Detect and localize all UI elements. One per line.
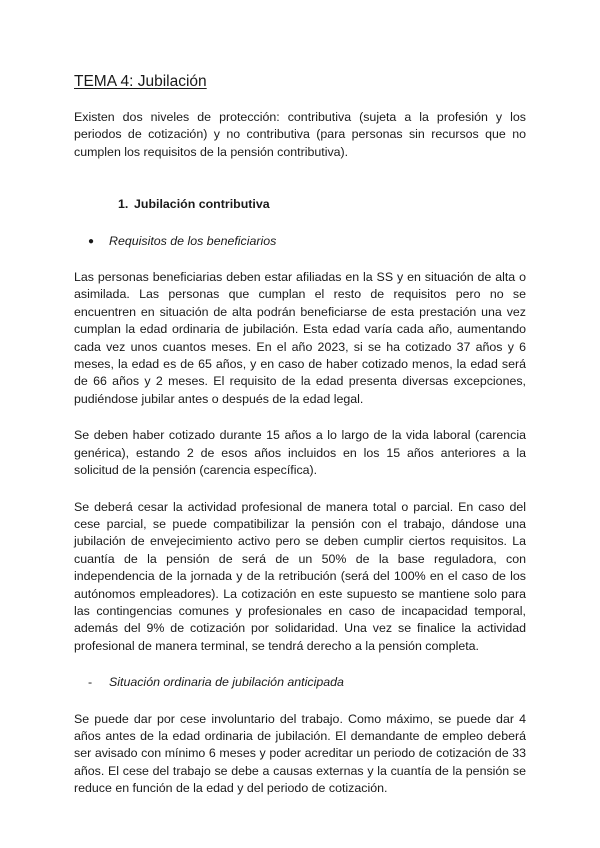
intro-paragraph: Existen dos niveles de protección: contributiva (sujeta a la profesión y los periodos de cotización) y no contributiva (para personas sin recursos que no cumplen los requisitos de la pensión contributiva). <box>74 110 526 159</box>
section-heading-text: Jubilación contributiva <box>134 197 270 212</box>
bullet-text: Requisitos de los beneficiarios <box>109 233 277 248</box>
paragraph-1: Las personas beneficiarias deben estar afiliadas en la SS y en situación de alta o asimilada. Las personas que cumplan el resto de requisitos pero no se encuentren en situación de alta podrán beneficiarse de esta prestación una vez cumplan la edad ordinaria de jubilación. Esta edad varía cada año, aumentando cada vez unos cuantos meses. En el año 2023, si se ha cotizado 37 años y 6 meses, la edad es de 65 años, y en caso de haber cotizado menos, la edad será de 66 años y 2 meses. El requisito de la edad presenta diversas excepciones, pudiéndose jubilar antes o después de la edad legal. <box>74 270 526 406</box>
paragraph-4: Se puede dar por cese involuntario del trabajo. Como máximo, se puede dar 4 años antes de la edad ordinaria de jubilación. El demandante de empleo deberá ser avisado con mínimo 6 meses y poder acreditar un periodo de cotización de 33 años. El cese del trabajo se debe a causas externas y la cuantía de la pensión se reduce en función de la edad y del periodo de cotización. <box>74 711 526 796</box>
bullet-item <box>74 233 526 250</box>
paragraph-2: Se deben haber cotizado durante 15 años a lo largo de la vida laboral (carencia genérica), estando 2 de esos años incluidos en los 15 años anteriores a la solicitud de la pensión (carencia específica). <box>74 428 526 478</box>
dash-text: Situación ordinaria de jubilación anticipada <box>109 675 344 690</box>
page-title: TEMA 4: Jubilación <box>74 73 207 90</box>
document-page <box>74 72 526 798</box>
section-number: 1. <box>118 197 129 212</box>
section-heading-1 <box>74 196 526 213</box>
dash-icon: - <box>88 675 93 690</box>
dash-item <box>74 674 526 691</box>
bullet-icon: ● <box>88 235 95 247</box>
paragraph-3: Se deberá cesar la actividad profesional de manera total o parcial. En caso del cese parcial, se puede compatibilizar la pensión con el trabajo, dándose una jubilación de envejecimiento activo pero se deben cumplir ciertos requisitos. La cuantía de la pensión de será de un 50% de la base reguladora, con independencia de la jornada y de la retribución (será del 100% en el caso de los autónomos empleadores). La cotización en este supuesto se mantiene solo para las contingencias comunes y profesionales en caso de incapacidad temporal, además del 9% de cotización por solidaridad. Una vez se finalice la actividad profesional de manera terminal, se tendrá derecho a la pensión completa. <box>74 499 526 653</box>
